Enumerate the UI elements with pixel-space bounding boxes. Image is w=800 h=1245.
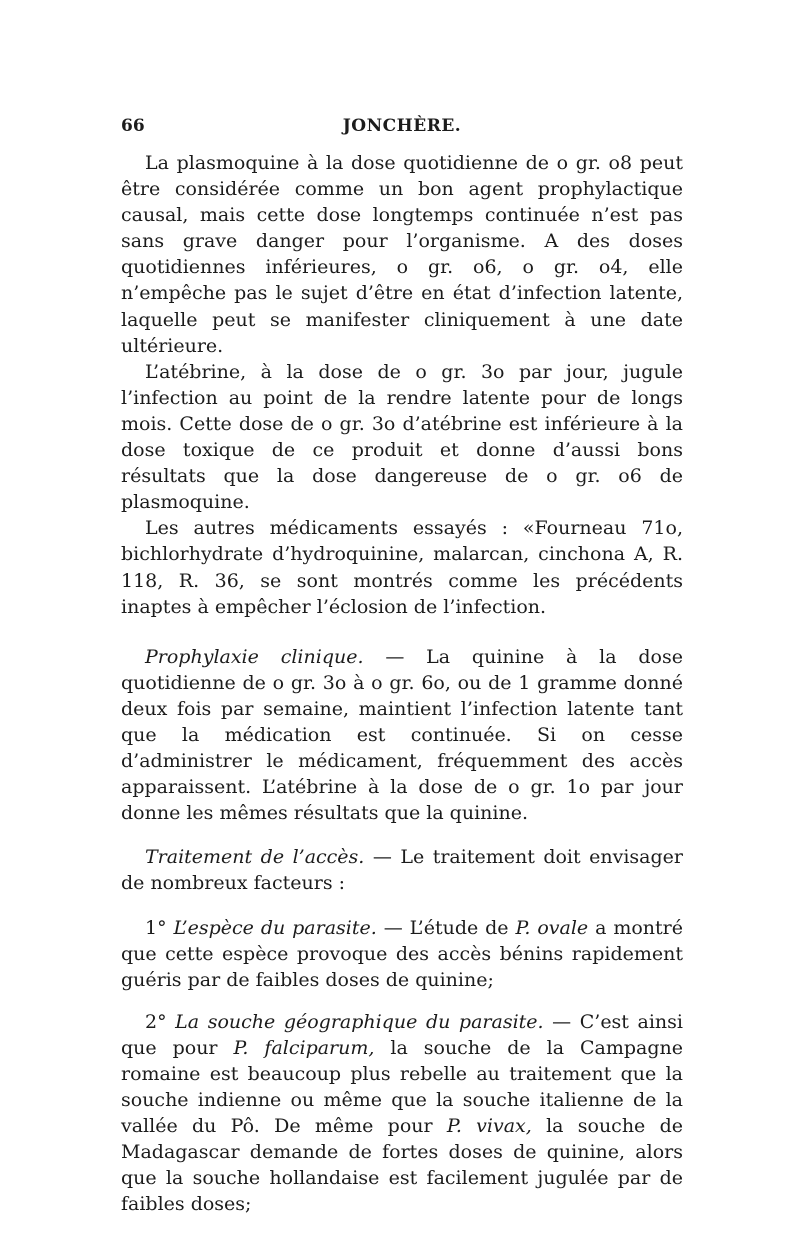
list-number: 1° xyxy=(145,916,174,939)
paragraph-geographic-strain xyxy=(121,1009,683,1218)
paragraph-text: — La quinine à la dose quotidienne de o gr. 3o à o gr. 6o, ou de 1 gramme donné deux fois par semaine, maintient l’infection latente tant que la médication est continuée. Si on cesse d’administrer le médicament, fréquemment des accès apparaissent. L’atébrine à la dose de o gr. 1o par jour donne les mêmes résultats que la quinine. xyxy=(121,645,683,825)
species-name: P. ovale xyxy=(515,916,589,939)
paragraph-atebrine: L’atébrine, à la dose de o gr. 3o par jour, jugule l’infection au point de la rendre latente pour de longs mois. Cette dose de o gr. 3o d’atébrine est inférieure à la dose toxique de ce produit et donne d’aussi bons résultats que la dose dangereuse de o gr. o6 de plasmoquine. xyxy=(121,360,683,514)
item-label-species: L’espèce du parasite. xyxy=(173,916,377,939)
paragraph-other-medications: Les autres médicaments essayés : «Fourneau 71o, bichlorhydrate d’hydroquinine, malarcan, cinchona A, R. 118, R. 36, se sont montrés comme les précédents inaptes à empêcher l’éclosion de l’infection. xyxy=(121,517,683,618)
paragraph-clinical-prophylaxis xyxy=(121,644,683,827)
paragraph-parasite-species xyxy=(121,915,683,993)
body-text xyxy=(121,150,683,1218)
running-head: JONCHÈRE. xyxy=(342,116,462,136)
paragraph-text: — L’étude de xyxy=(376,916,516,939)
list-number: 2° xyxy=(145,1010,176,1033)
section-label-clinical-prophylaxis: Prophylaxie clinique. xyxy=(145,645,364,668)
species-name: P. falciparum, xyxy=(233,1036,375,1059)
paragraph-text: a montré que cette espèce provoque des accès bénins rapidement guéris par de faibles doses de quinine; xyxy=(121,916,683,991)
page-number: 66 xyxy=(121,116,145,136)
paragraph-text: — C’est ainsi que pour xyxy=(121,1010,683,1059)
item-label-strain: La souche géographique du parasite. xyxy=(175,1010,544,1033)
section-label-treatment: Traitement de l’accès. xyxy=(145,846,365,869)
paragraph-text: — Le traitement doit envisager de nombreux facteurs : xyxy=(121,846,683,895)
paragraph-plasmoquine: La plasmoquine à la dose quotidienne de o gr. o8 peut être considérée comme un bon agent prophylactique causal, mais cette dose longtemps continuée n’est pas sans grave danger pour l’organisme. A des doses quotidiennes inférieures, o gr. o6, o gr. o4, elle n’empêche pas le sujet d’être en état d’infection latente, laquelle peut se manifester cliniquement à une date ultérieure. xyxy=(121,152,683,357)
paragraph-treatment-of-attack xyxy=(121,844,683,896)
paragraph-text: la souche de Madagascar demande de fortes doses de quinine, alors que la souche hollandaise est facilement jugulée par de faibles doses; xyxy=(121,1115,683,1216)
species-name: P. vivax, xyxy=(446,1115,532,1138)
page-header xyxy=(121,116,683,142)
paragraph-text: la souche de la Campagne romaine est beaucoup plus rebelle au traitement que la souche indienne ou même que la souche italienne de la vallée du Pô. De même pour xyxy=(121,1036,683,1138)
